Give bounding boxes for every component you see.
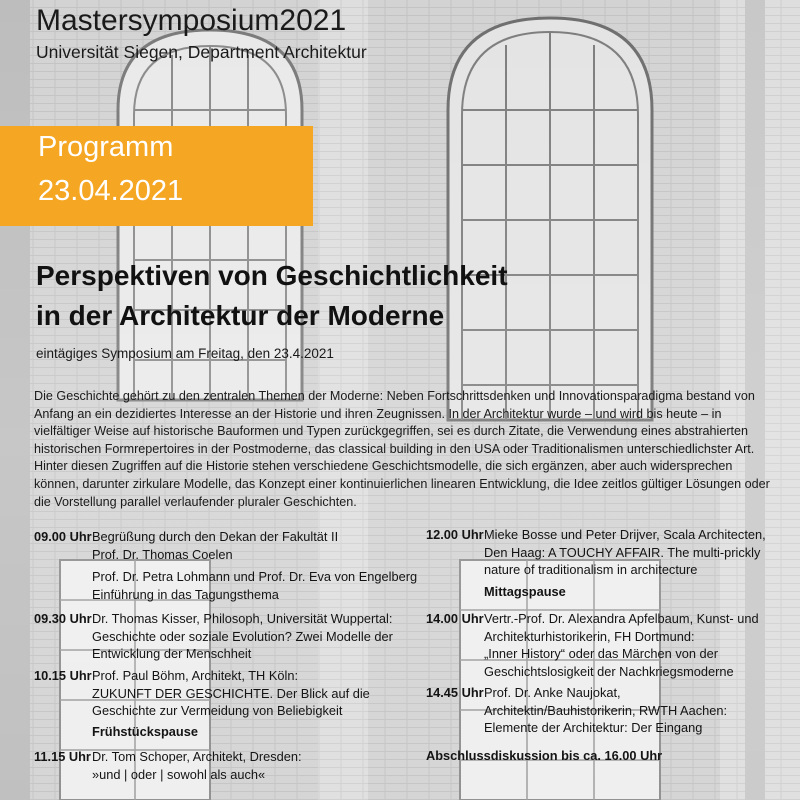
schedule-line: Den Haag: A TOUCHY AFFAIR. The multi-prickly: [484, 544, 761, 560]
schedule-line: „Inner History“ oder das Märchen von der: [484, 646, 718, 662]
schedule-text: [484, 684, 727, 737]
schedule-line: Dr. Thomas Kisser, Philosoph, Universität Wuppertal:: [92, 611, 393, 626]
schedule-time: 12.00 Uhr: [426, 527, 484, 542]
schedule-time: 09.00 Uhr: [34, 529, 92, 544]
schedule-line: Mieke Bosse und Peter Drijver, Scala Architecten,: [484, 527, 766, 542]
schedule-time: 14.45 Uhr: [426, 685, 484, 700]
schedule-line: nature of traditionalism in architecture: [484, 562, 698, 578]
schedule-line: Dr. Tom Schoper, Architekt, Dresden:: [92, 749, 302, 764]
headline-line-1: Perspektiven von Geschichtlichkeit: [36, 260, 508, 291]
headline: [36, 256, 508, 336]
schedule-line: Prof. Paul Böhm, Architekt, TH Köln:: [92, 668, 299, 683]
schedule-line: ZUKUNFT DER GESCHICHTE. Der Blick auf die: [92, 685, 370, 701]
tagline: eintägiges Symposium am Freitag, den 23.4.2021: [36, 346, 334, 361]
schedule-line: Geschichte oder soziale Evolution? Zwei Modelle der: [92, 628, 393, 644]
schedule-line: Prof. Dr. Petra Lohmann und Prof. Dr. Eva von Engelberg: [92, 569, 418, 584]
program-label: Programm: [38, 131, 174, 163]
schedule-line: Einführung in das Tagungsthema: [92, 586, 279, 602]
schedule-line: Geschichtslosigkeit der Nachkriegsmoderne: [484, 663, 734, 679]
schedule-text: [92, 610, 393, 663]
schedule-text: [484, 610, 759, 680]
schedule-line: Architekturhistorikerin, FH Dortmund:: [484, 628, 695, 644]
schedule-item-0900-intro: [92, 568, 417, 603]
schedule-line: Elemente der Architektur: Der Eingang: [484, 720, 703, 736]
program-date: 23.04.2021: [38, 175, 184, 207]
page-title: Mastersymposium2021: [36, 4, 347, 37]
schedule-text: [484, 526, 766, 579]
schedule-line: Prof. Dr. Anke Naujokat,: [484, 685, 621, 700]
schedule-time: 10.15 Uhr: [34, 668, 92, 683]
schedule-line: »und | oder | sowohl als auch«: [92, 766, 266, 782]
schedule-line: Begrüßung durch den Dekan der Fakultät II: [92, 529, 339, 544]
schedule-text: [92, 667, 370, 720]
intro-paragraph: Die Geschichte gehört zu den zentralen Themen der Moderne: Neben Fortschrittsdenken und Innovationsparadigma bestand von Anfang an ein dezidiertes Interesse an der Historie und ihren Zeugnissen. In der Architektur wurde – und wird bis heute – in vielfältiger Weise auf historische Bauformen und Typen zurückgegriffen, sei es durch Zitate, die Verwendung eines abstrahierten historischen Formrepertoires in der Postmoderne, das classical building in den USA oder Traditionalismen unterschiedlichster Art. Hinter diesen Zugriffen auf die Historie stehen verschiedene Geschichtsmodelle, die sich ergänzen, aber auch widersprechen können, darunter zirkulare Modelle, das Konzept einer kontinuierlichen linearen Entwicklung, die Idee zeitlos gültiger Lösungen oder die Vorstellung parallel verlaufender pluraler Geschichten.: [34, 389, 770, 509]
schedule-line: Geschichte zur Vermeidung von Beliebigkeit: [92, 703, 343, 719]
schedule-time: 09.30 Uhr: [34, 611, 92, 626]
break-lunch: Mittagspause: [484, 584, 566, 599]
page-subtitle: Universität Siegen, Department Architektur: [36, 42, 367, 62]
schedule-line: Vertr.-Prof. Dr. Alexandra Apfelbaum, Kunst- und: [484, 611, 759, 626]
closing-discussion: Abschlussdiskussion bis ca. 16.00 Uhr: [426, 748, 663, 763]
schedule-text: [92, 528, 338, 563]
schedule-time: 11.15 Uhr: [34, 749, 91, 764]
schedule-time: 14.00 Uhr: [426, 611, 484, 626]
schedule-line: Entwicklung der Menschheit: [92, 646, 252, 662]
headline-line-2: in der Architektur der Moderne: [36, 300, 445, 331]
schedule-line: Architektin/Bauhistorikerin, RWTH Aachen:: [484, 702, 728, 718]
schedule-text: [92, 748, 302, 783]
schedule-line: Prof. Dr. Thomas Coelen: [92, 546, 233, 562]
break-breakfast: Frühstückspause: [92, 724, 198, 739]
